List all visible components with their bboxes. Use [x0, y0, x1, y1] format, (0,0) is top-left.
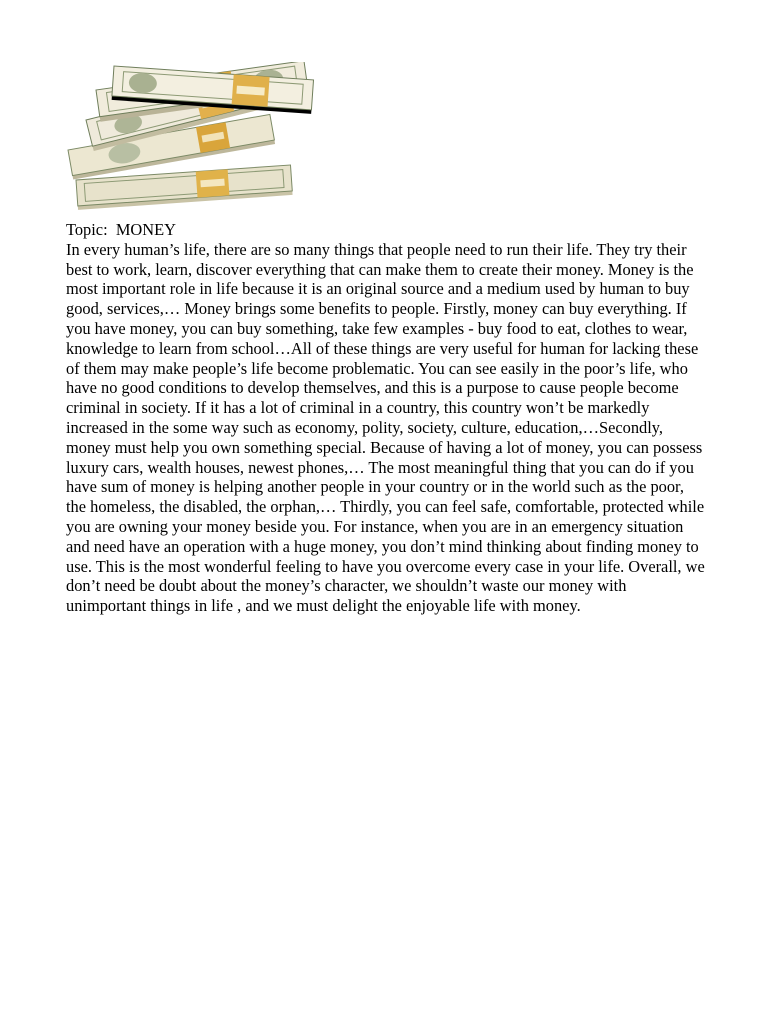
- money-stacks-image: [66, 62, 317, 220]
- topic-heading: Topic: MONEY: [66, 220, 176, 239]
- document-text: [66, 220, 706, 616]
- essay-paragraph: In every human’s life, there are so many things that people need to run their life. They try their best to work, learn, discover everything that can make them to create their money. Money is the most important role in life because it is an original source and a medium used by human to buy good, services,… Money brings some benefits to people. Firstly, money can buy everything. If you have money, you can buy something, take few examples - buy food to eat, clothes to wear, knowledge to learn from school…All of these things are very useful for human for lacking these of them may make people’s life become problematic. You can see easily in the poor’s life, who have no good conditions to develop themselves, and this is a purpose to cause people become criminal in society. If it has a lot of criminal in a country, this country won’t be markedly increased in the some way such as economy, polity, society, culture, education,…Secondly, money must help you own something special. Because of having a lot of money, you can possess luxury cars, wealth houses, newest phones,… The most meaningful thing that you can do if you have sum of money is helping another people in your country or in the world such as the poor, the homeless, the disabled, the orphan,… Thirdly, you can feel safe, comfortable, protected while you are owning your money beside you. For instance, when you are in an emergency situation and need have an operation with a huge money, you don’t mind thinking about finding money to use. This is the most wonderful feeling to have you overcome every case in your life. Overall, we don’t need be doubt about the money’s character, we shouldn’t waste our money with unimportant things in life , and we must delight the enjoyable life with money.: [66, 239, 705, 616]
